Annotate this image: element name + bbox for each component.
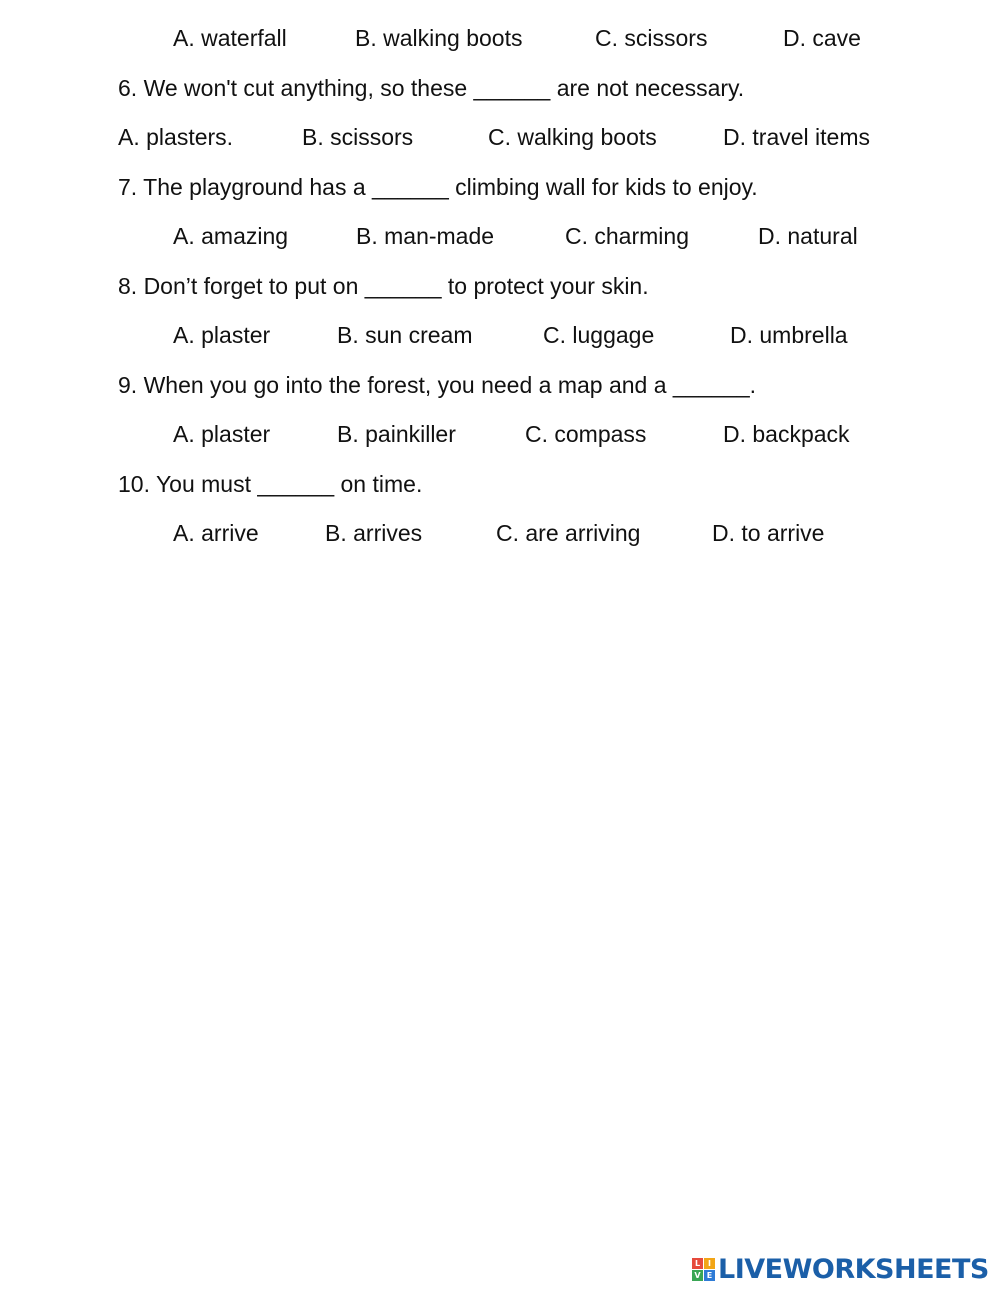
option-b[interactable]: B. painkiller [337,421,456,447]
option-a[interactable]: A. plaster [173,322,271,348]
option-d[interactable]: D. travel items [723,124,870,150]
option-b[interactable]: B. arrives [325,520,423,546]
logo-cell-l: L [692,1258,703,1269]
option-c[interactable]: C. walking boots [488,124,657,150]
option-c[interactable]: C. scissors [595,25,708,51]
logo-text: LIVEWORKSHEETS [718,1253,989,1285]
question-6-prompt: 6. We won't cut anything, so these ______ are not necessary. [118,75,745,101]
logo-cell-e: E [704,1270,715,1281]
option-a[interactable]: A. plaster [173,421,271,447]
liveworksheets-logo [692,1253,989,1285]
logo-cell-i: I [704,1258,715,1269]
option-b[interactable]: B. sun cream [337,322,473,348]
option-a[interactable]: A. plasters. [118,124,234,150]
option-b[interactable]: B. walking boots [355,25,523,51]
option-b[interactable]: B. man-made [356,223,495,249]
option-c[interactable]: C. compass [525,421,647,447]
option-d[interactable]: D. to arrive [712,520,825,546]
option-c[interactable]: C. luggage [543,322,655,348]
option-a[interactable]: A. waterfall [173,25,287,51]
option-d[interactable]: D. backpack [723,421,850,447]
option-c[interactable]: C. charming [565,223,689,249]
option-d[interactable]: D. cave [783,25,861,51]
option-c[interactable]: C. are arriving [496,520,641,546]
live-logo-icon [692,1258,715,1281]
option-a[interactable]: A. arrive [173,520,259,546]
question-10-prompt: 10. You must ______ on time. [118,471,423,497]
option-d[interactable]: D. umbrella [730,322,848,348]
option-a[interactable]: A. amazing [173,223,289,249]
option-b[interactable]: B. scissors [302,124,414,150]
logo-cell-v: V [692,1270,703,1281]
question-8-prompt: 8. Don’t forget to put on ______ to protect your skin. [118,273,649,299]
option-d[interactable]: D. natural [758,223,858,249]
question-9-prompt: 9. When you go into the forest, you need a map and a ______. [118,372,757,398]
question-7-prompt: 7. The playground has a ______ climbing wall for kids to enjoy. [118,174,758,200]
